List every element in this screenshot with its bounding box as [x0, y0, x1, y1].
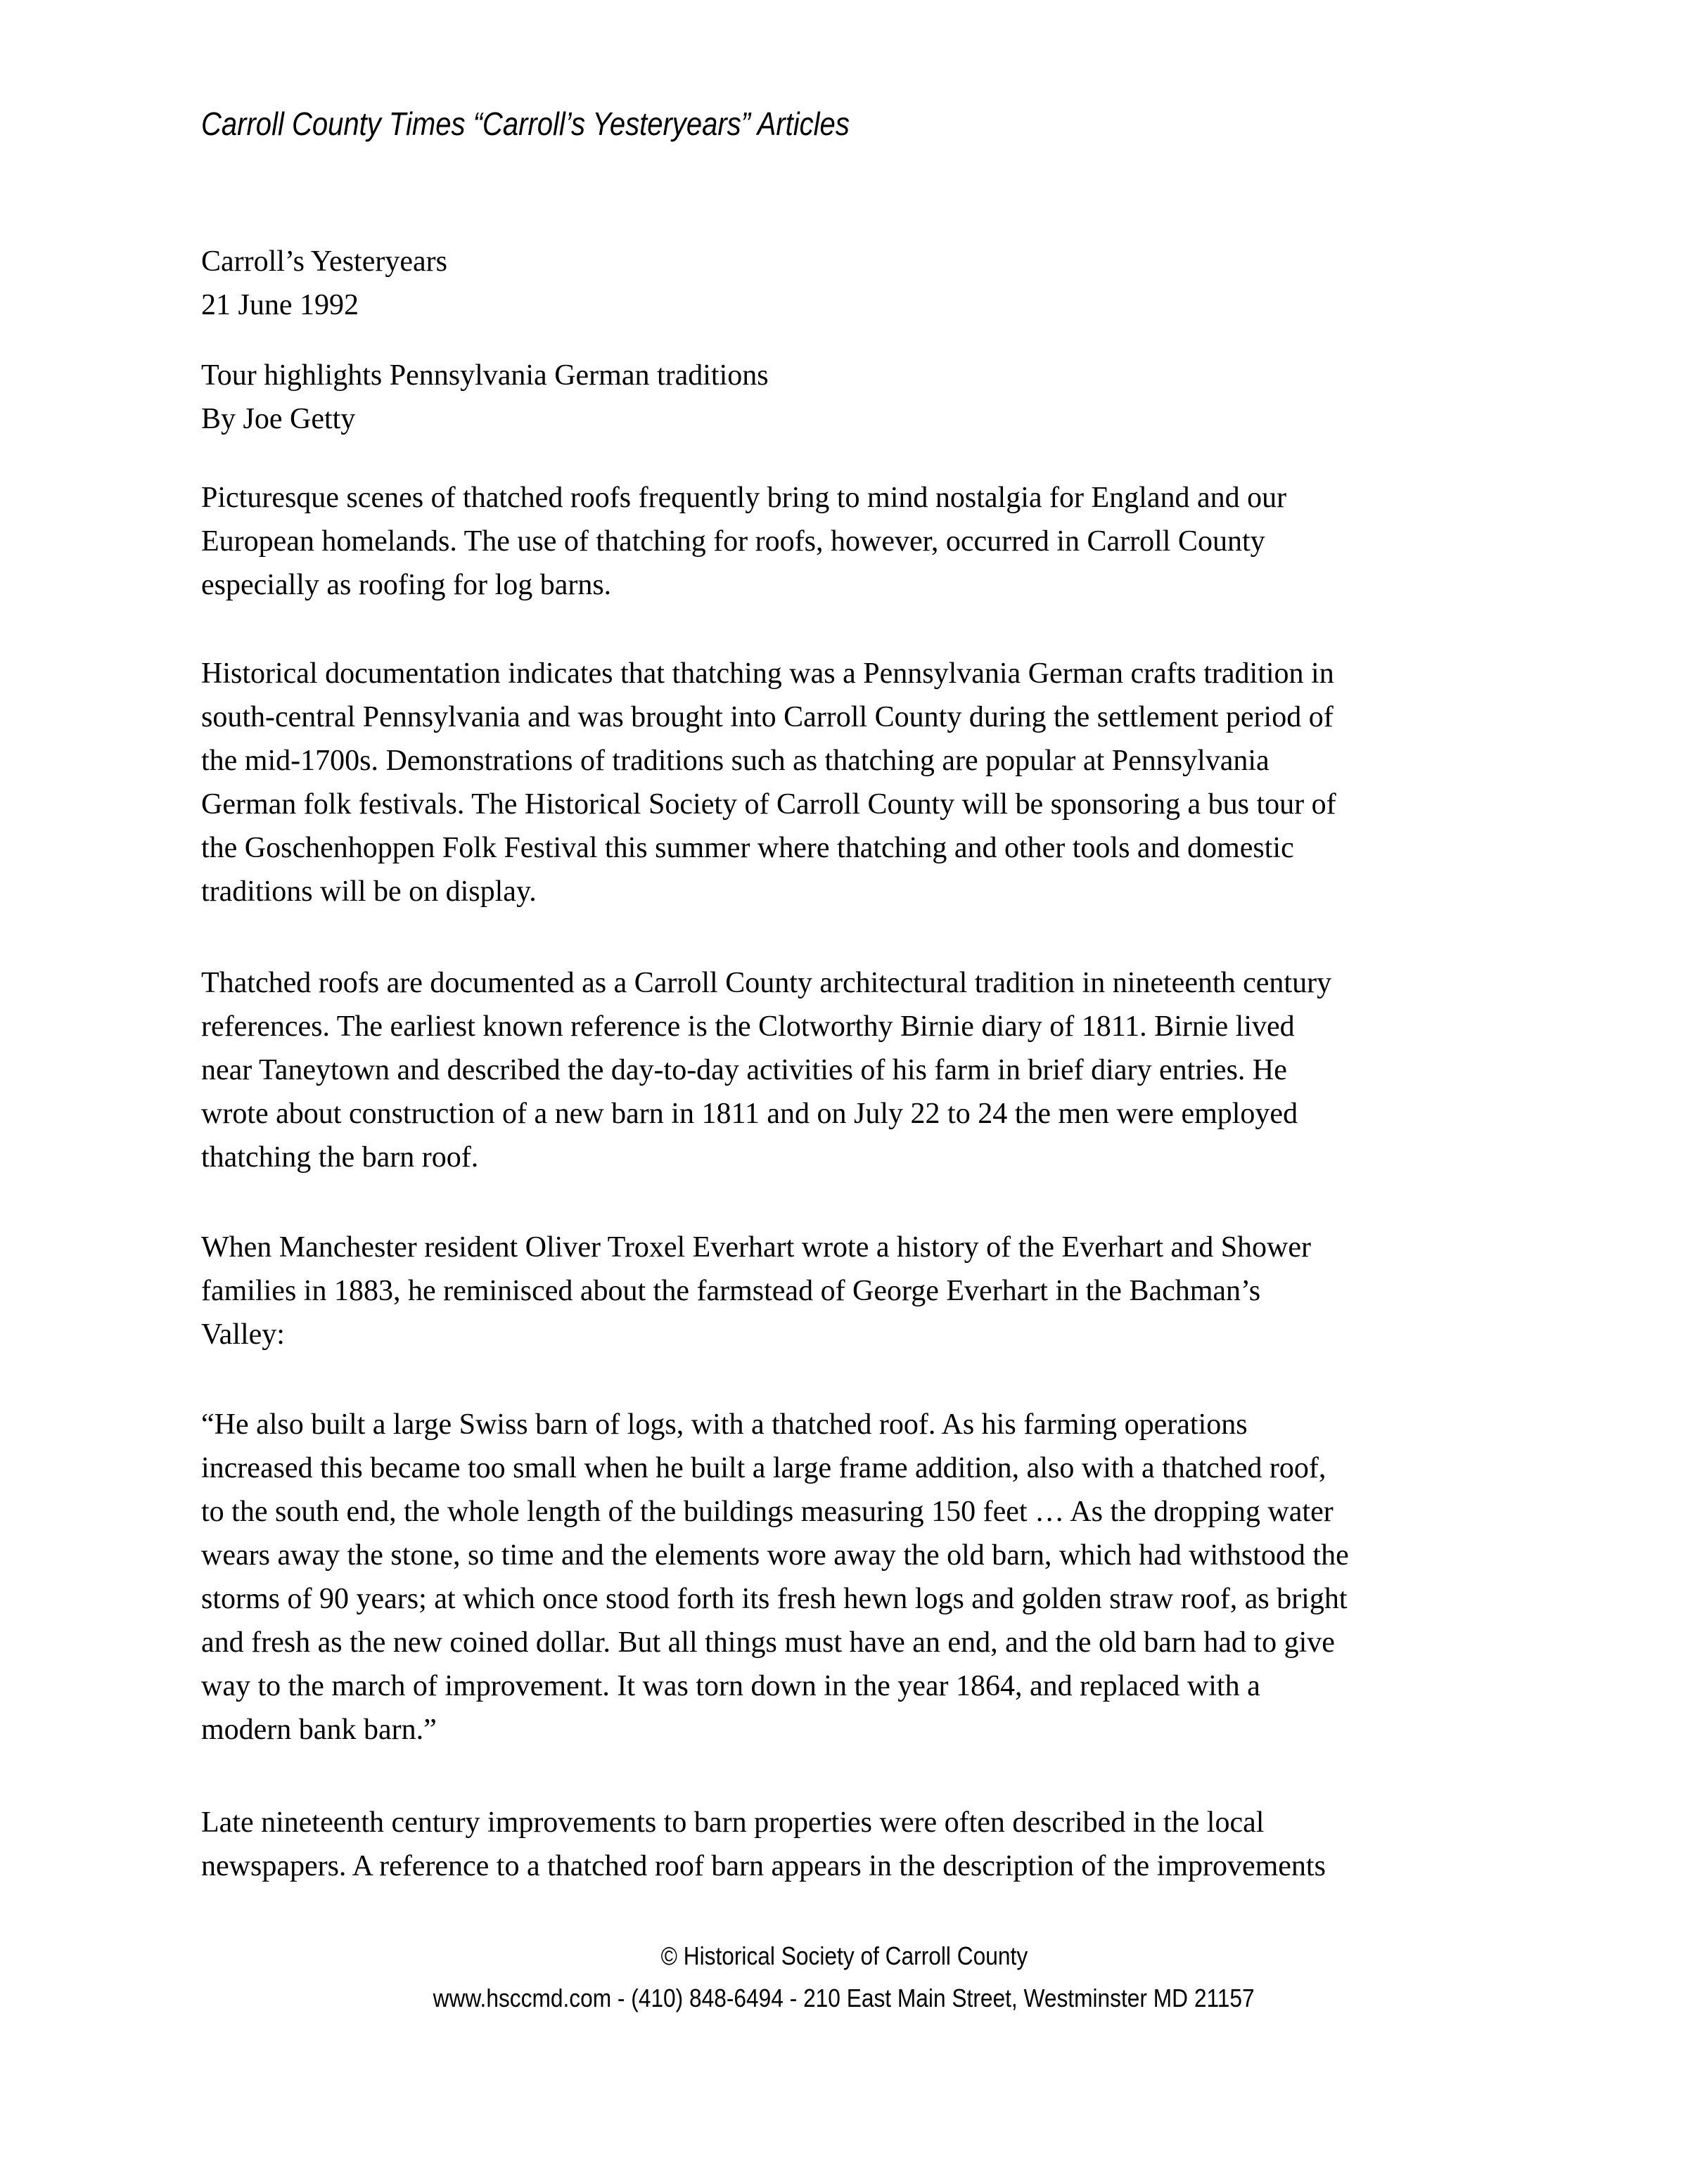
text-line: European homelands. The use of thatching for roofs, however, occurred in Carroll County — [201, 525, 1265, 558]
page-header-title: Carroll County Times “Carroll’s Yesteryears” Articles — [201, 105, 850, 142]
text-line: Thatched roofs are documented as a Carroll County architectural tradition in nineteenth century — [201, 967, 1332, 999]
contact-text: www.hsccmd.com - (410) 848-6494 - 210 East Main Street, Westminster MD 21157 — [433, 1984, 1255, 2012]
footer-contact — [0, 1977, 1688, 2019]
text-line: “He also built a large Swiss barn of logs, with a thatched roof. As his farming operations — [201, 1408, 1248, 1441]
paragraph-3 — [201, 961, 1331, 1179]
text-line: German folk festivals. The Historical Society of Carroll County will be sponsoring a bus tour of — [201, 788, 1336, 821]
quote-paragraph — [201, 1403, 1349, 1752]
text-line: references. The earliest known reference is the Clotworthy Birnie diary of 1811. Birnie lived — [201, 1010, 1295, 1043]
footer-copyright — [0, 1935, 1688, 1977]
text-line: and fresh as the new coined dollar. But all things must have an end, and the old barn had to give — [201, 1626, 1335, 1659]
text-line: wrote about construction of a new barn in 1811 and on July 22 to 24 the men were employed — [201, 1098, 1298, 1130]
text-line: newspapers. A reference to a thatched roof barn appears in the description of the improvements — [201, 1850, 1326, 1882]
text-line: storms of 90 years; at which once stood forth its fresh hewn logs and golden straw roof, as bright — [201, 1583, 1348, 1615]
paragraph-2 — [201, 652, 1336, 913]
text-line: the mid-1700s. Demonstrations of traditions such as thatching are popular at Pennsylvania — [201, 745, 1270, 777]
text-line: traditions will be on display. — [201, 875, 537, 908]
text-line: wears away the stone, so time and the elements wore away the old barn, which had withstood the — [201, 1539, 1349, 1572]
text-line: the Goschenhoppen Folk Festival this summer where thatching and other tools and domestic — [201, 832, 1294, 864]
headline: Tour highlights Pennsylvania German traditions — [201, 359, 769, 392]
byline: By Joe Getty — [201, 403, 356, 435]
copyright-text: © Historical Society of Carroll County — [660, 1941, 1028, 1970]
text-line: especially as roofing for log barns. — [201, 569, 612, 601]
text-line: Picturesque scenes of thatched roofs frequently bring to mind nostalgia for England and our — [201, 482, 1287, 514]
column-name: Carroll’s Yesteryears — [201, 245, 447, 278]
paragraph-6 — [201, 1801, 1326, 1888]
text-line: thatching the barn roof. — [201, 1141, 479, 1174]
text-line: south-central Pennsylvania and was brought into Carroll County during the settlement period of — [201, 701, 1334, 733]
article-meta — [201, 240, 447, 327]
text-line: way to the march of improvement. It was torn down in the year 1864, and replaced with a — [201, 1670, 1260, 1702]
paragraph-4 — [201, 1226, 1311, 1356]
article-date: 21 June 1992 — [201, 289, 359, 321]
text-line: Valley: — [201, 1318, 285, 1351]
text-line: Late nineteenth century improvements to barn properties were often described in the local — [201, 1806, 1265, 1839]
paragraph-1 — [201, 476, 1286, 607]
text-line: families in 1883, he reminisced about the farmstead of George Everhart in the Bachman’s — [201, 1275, 1261, 1307]
text-line: modern bank barn.” — [201, 1714, 437, 1746]
text-line: When Manchester resident Oliver Troxel Everhart wrote a history of the Everhart and Shower — [201, 1231, 1312, 1264]
text-line: Historical documentation indicates that thatching was a Pennsylvania German crafts tradition in — [201, 657, 1334, 690]
text-line: to the south end, the whole length of the buildings measuring 150 feet … As the dropping water — [201, 1496, 1334, 1528]
text-line: near Taneytown and described the day-to-day activities of his farm in brief diary entries. He — [201, 1054, 1287, 1086]
text-line: increased this became too small when he built a large frame addition, also with a thatched roof, — [201, 1452, 1326, 1484]
article-heading — [201, 354, 769, 441]
